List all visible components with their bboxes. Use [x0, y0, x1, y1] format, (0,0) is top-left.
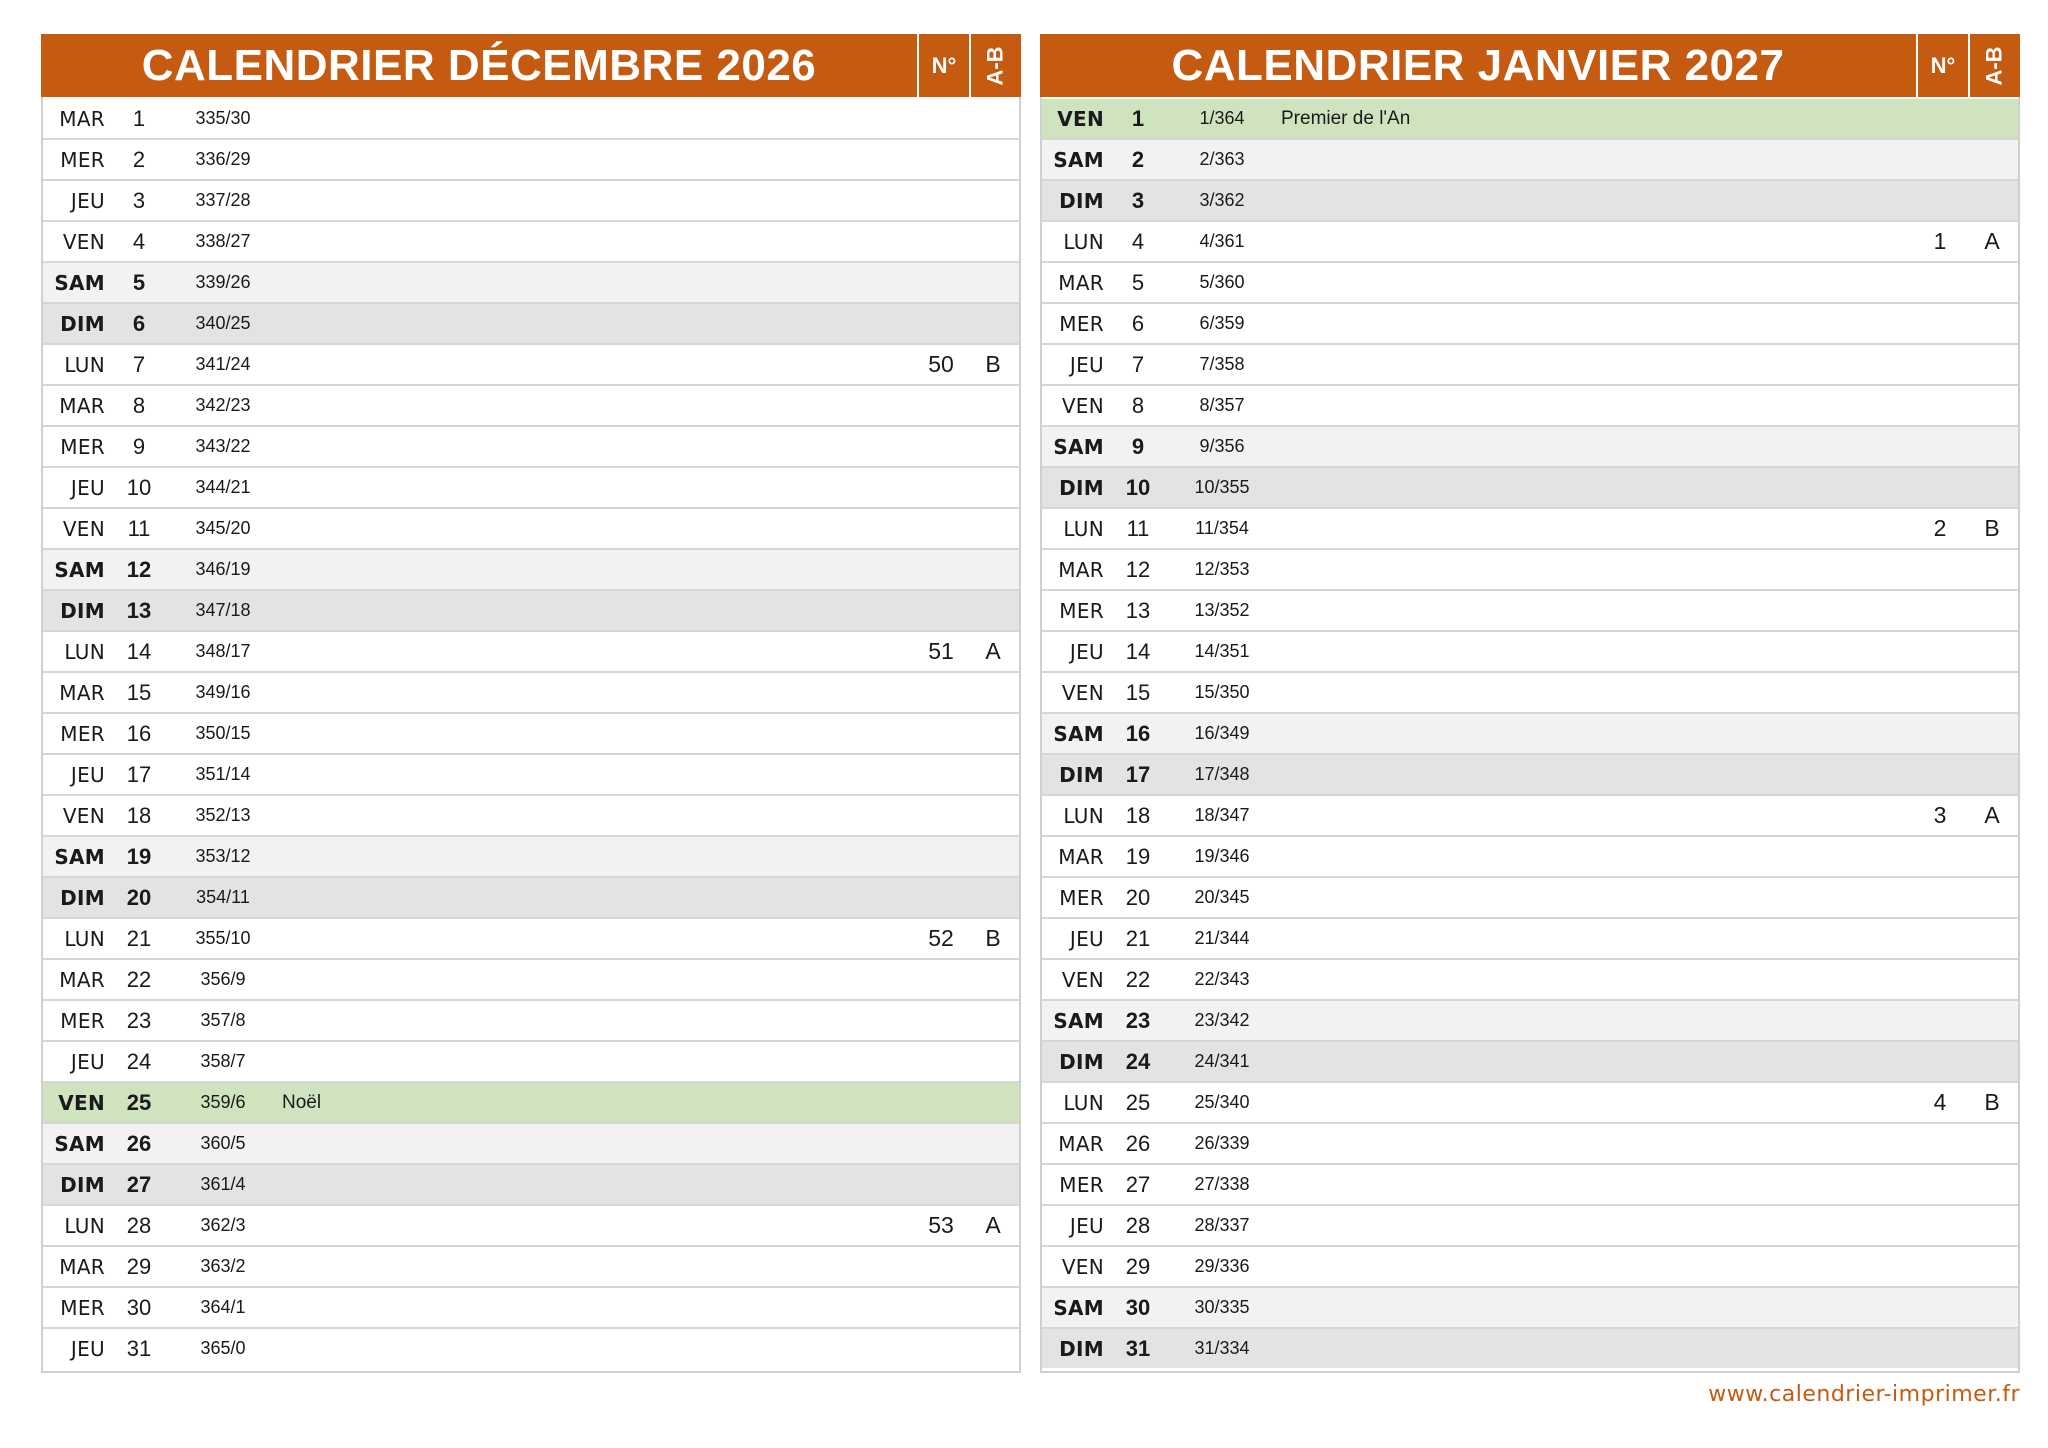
day-row — [43, 99, 1019, 138]
day-number: 19 — [1125, 843, 1151, 869]
day-row — [1042, 386, 2018, 425]
day-number: 30 — [1125, 1294, 1151, 1320]
calendar-title: CALENDRIER DÉCEMBRE 2026 — [141, 41, 817, 90]
weekday-label: DIM — [60, 885, 105, 910]
day-row — [43, 386, 1019, 425]
day-number: 20 — [126, 884, 152, 910]
day-of-year: 24/341 — [1194, 1051, 1250, 1071]
day-row — [43, 1124, 1019, 1163]
day-row — [43, 755, 1019, 794]
day-of-year: 10/355 — [1194, 477, 1250, 497]
day-of-year: 25/340 — [1194, 1092, 1250, 1112]
day-row — [43, 960, 1019, 999]
ab-week-header-label: A-B — [982, 45, 1008, 86]
day-of-year: 16/349 — [1194, 723, 1250, 743]
day-of-year: 11/354 — [1195, 518, 1249, 538]
weekday-label: MER — [60, 434, 105, 459]
week-number-header: N° — [1916, 34, 1968, 97]
weekday-label: JEU — [1069, 926, 1104, 951]
weekday-label: SAM — [54, 1131, 105, 1156]
weekday-label: SAM — [1053, 1295, 1104, 1320]
weekday-label: LUN — [1063, 516, 1104, 541]
day-row — [1042, 1247, 2018, 1286]
day-of-year: 26/339 — [1194, 1133, 1250, 1153]
day-of-year: 341/24 — [195, 354, 251, 374]
day-number: 21 — [1125, 925, 1151, 951]
day-number: 29 — [126, 1253, 152, 1279]
day-number: 7 — [1131, 351, 1145, 377]
day-rows — [43, 99, 1019, 1368]
day-of-year: 364/1 — [200, 1297, 246, 1317]
ab-week: A — [1984, 802, 2000, 828]
weekday-label: LUN — [1063, 803, 1104, 828]
day-row — [43, 1042, 1019, 1081]
day-row — [43, 591, 1019, 630]
day-of-year: 350/15 — [195, 723, 251, 743]
day-of-year: 7/358 — [1199, 354, 1245, 374]
week-number-header: N° — [917, 34, 969, 97]
day-row — [43, 714, 1019, 753]
calendar-header — [41, 34, 1021, 97]
day-number: 14 — [1125, 638, 1151, 664]
day-row — [1042, 837, 2018, 876]
weekday-label: MAR — [1058, 557, 1104, 582]
day-row — [43, 263, 1019, 302]
day-row — [43, 919, 1019, 958]
day-number: 30 — [126, 1294, 152, 1320]
day-row — [1042, 345, 2018, 384]
day-number: 11 — [127, 515, 151, 541]
week-number: 1 — [1933, 228, 1947, 254]
day-number: 23 — [126, 1007, 152, 1033]
day-row — [43, 181, 1019, 220]
weekday-label: VEN — [62, 516, 105, 541]
day-number: 5 — [132, 269, 146, 295]
day-row — [43, 345, 1019, 384]
ab-week-header — [1968, 34, 2020, 97]
day-of-year: 342/23 — [195, 395, 251, 415]
day-number: 27 — [126, 1171, 152, 1197]
day-number: 7 — [132, 351, 146, 377]
day-of-year: 17/348 — [1194, 764, 1250, 784]
day-row — [1042, 1165, 2018, 1204]
weekday-label: JEU — [70, 1049, 105, 1074]
day-of-year: 351/14 — [195, 764, 251, 784]
day-of-year: 6/359 — [1199, 313, 1245, 333]
day-row — [43, 1083, 1019, 1122]
day-of-year: 9/356 — [1199, 436, 1245, 456]
day-number: 19 — [126, 843, 152, 869]
week-number: 3 — [1933, 802, 1947, 828]
day-row — [43, 140, 1019, 179]
day-of-year: 362/3 — [200, 1215, 246, 1235]
day-of-year: 359/6 — [200, 1092, 246, 1112]
day-row — [1042, 181, 2018, 220]
day-row — [1042, 673, 2018, 712]
calendar-header — [1040, 34, 2020, 97]
day-row — [1042, 427, 2018, 466]
ab-week: B — [1984, 515, 2000, 541]
day-row — [1042, 1206, 2018, 1245]
weekday-label: JEU — [1069, 639, 1104, 664]
day-of-year: 357/8 — [200, 1010, 246, 1030]
weekday-label: SAM — [1053, 434, 1104, 459]
day-of-year: 349/16 — [195, 682, 251, 702]
day-row — [43, 796, 1019, 835]
day-number: 16 — [126, 720, 152, 746]
day-row — [43, 1165, 1019, 1204]
day-number: 25 — [1125, 1089, 1151, 1115]
day-row — [43, 878, 1019, 917]
weekday-label: VEN — [1061, 1254, 1104, 1279]
weekday-label: JEU — [1069, 352, 1104, 377]
weekday-label: MAR — [59, 1254, 105, 1279]
day-of-year: 8/357 — [1199, 395, 1245, 415]
day-number: 6 — [1131, 310, 1145, 336]
day-row — [1042, 591, 2018, 630]
weekday-label: VEN — [1061, 967, 1104, 992]
weekday-label: JEU — [70, 1336, 105, 1361]
day-row — [43, 550, 1019, 589]
day-of-year: 346/19 — [195, 559, 251, 579]
day-row — [1042, 755, 2018, 794]
week-number: 50 — [928, 351, 954, 377]
day-number: 21 — [126, 925, 152, 951]
weekday-label: SAM — [54, 270, 105, 295]
day-of-year: 4/361 — [1199, 231, 1245, 251]
day-number: 17 — [126, 761, 152, 787]
weekday-label: DIM — [1059, 475, 1104, 500]
weekday-label: LUN — [64, 926, 105, 951]
week-number: 2 — [1933, 515, 1947, 541]
ab-week: A — [985, 1212, 1001, 1238]
day-of-year: 2/363 — [1199, 149, 1245, 169]
weekday-label: MER — [1059, 598, 1104, 623]
day-number: 18 — [126, 802, 152, 828]
day-of-year: 353/12 — [195, 846, 251, 866]
day-number: 26 — [126, 1130, 152, 1156]
day-row — [1042, 1288, 2018, 1327]
day-number: 3 — [1131, 187, 1145, 213]
day-row — [1042, 468, 2018, 507]
day-row — [43, 222, 1019, 261]
calendar-january-2027 — [1040, 34, 2020, 1373]
day-number: 10 — [1125, 474, 1151, 500]
day-number: 17 — [1125, 761, 1151, 787]
day-number: 12 — [1125, 556, 1151, 582]
day-row — [1042, 1001, 2018, 1040]
day-number: 13 — [126, 597, 152, 623]
day-of-year: 335/30 — [195, 108, 251, 128]
day-row — [43, 427, 1019, 466]
day-row — [43, 468, 1019, 507]
day-of-year: 358/7 — [200, 1051, 246, 1071]
day-of-year: 5/360 — [1199, 272, 1245, 292]
day-of-year: 338/27 — [195, 231, 251, 251]
weekday-label: MAR — [59, 680, 105, 705]
day-number: 12 — [126, 556, 152, 582]
day-of-year: 12/353 — [1194, 559, 1250, 579]
ab-week-header-label: A-B — [1981, 45, 2007, 86]
week-number: 51 — [928, 638, 954, 664]
day-of-year: 31/334 — [1194, 1338, 1250, 1358]
day-rows — [1042, 99, 2018, 1368]
website-link[interactable]: www.calendrier-imprimer.fr — [1708, 1382, 2020, 1407]
day-number: 10 — [126, 474, 152, 500]
day-number: 2 — [1131, 146, 1145, 172]
weekday-label: LUN — [1063, 1090, 1104, 1115]
weekday-label: DIM — [60, 598, 105, 623]
day-row — [43, 837, 1019, 876]
day-row — [43, 1247, 1019, 1286]
weekday-label: MER — [1059, 311, 1104, 336]
event-label: Premier de l'An — [1281, 107, 1411, 129]
day-row — [1042, 878, 2018, 917]
day-row — [1042, 632, 2018, 671]
ab-week: B — [985, 351, 1001, 377]
weekday-label: MAR — [59, 106, 105, 131]
day-of-year: 365/0 — [200, 1338, 246, 1358]
day-number: 28 — [1125, 1212, 1151, 1238]
weekday-label: SAM — [1053, 721, 1104, 746]
ab-week: B — [985, 925, 1001, 951]
day-row — [1042, 1124, 2018, 1163]
weekday-label: SAM — [1053, 147, 1104, 172]
day-of-year: 363/2 — [200, 1256, 246, 1276]
day-number: 4 — [1131, 228, 1145, 254]
weekday-label: MER — [60, 147, 105, 172]
event-label: Noël — [282, 1091, 322, 1113]
day-row — [43, 1001, 1019, 1040]
day-number: 25 — [126, 1089, 152, 1115]
day-row — [1042, 1329, 2018, 1368]
day-row — [43, 1288, 1019, 1327]
day-number: 2 — [132, 146, 146, 172]
day-row — [1042, 140, 2018, 179]
day-number: 31 — [1125, 1335, 1151, 1361]
day-of-year: 29/336 — [1194, 1256, 1250, 1276]
day-number: 14 — [126, 638, 152, 664]
day-number: 1 — [132, 105, 146, 131]
ab-week: A — [1984, 228, 2000, 254]
weekday-label: VEN — [1057, 106, 1104, 131]
day-number: 8 — [1131, 392, 1145, 418]
day-number: 22 — [126, 966, 152, 992]
weekday-label: VEN — [1061, 393, 1104, 418]
day-of-year: 18/347 — [1194, 805, 1250, 825]
weekday-label: SAM — [1053, 1008, 1104, 1033]
calendar-title: CALENDRIER JANVIER 2027 — [1171, 41, 1785, 90]
weekday-label: DIM — [1059, 762, 1104, 787]
day-of-year: 344/21 — [195, 477, 251, 497]
day-of-year: 27/338 — [1194, 1174, 1250, 1194]
day-number: 15 — [126, 679, 152, 705]
weekday-label: MER — [60, 1295, 105, 1320]
weekday-label: DIM — [60, 1172, 105, 1197]
weekday-label: MAR — [1058, 270, 1104, 295]
day-number: 28 — [126, 1212, 152, 1238]
day-of-year: 30/335 — [1194, 1297, 1250, 1317]
day-of-year: 348/17 — [195, 641, 251, 661]
weekday-label: MER — [60, 721, 105, 746]
day-of-year: 355/10 — [195, 928, 251, 948]
day-number: 16 — [1125, 720, 1151, 746]
day-of-year: 14/351 — [1194, 641, 1250, 661]
day-row — [1042, 1083, 2018, 1122]
weekday-label: DIM — [1059, 188, 1104, 213]
day-row — [43, 673, 1019, 712]
weekday-label: MER — [60, 1008, 105, 1033]
week-number: 4 — [1933, 1089, 1947, 1115]
ab-week-header — [969, 34, 1021, 97]
day-number: 9 — [1131, 433, 1145, 459]
day-row — [1042, 714, 2018, 753]
day-row — [1042, 796, 2018, 835]
weekday-label: MAR — [1058, 844, 1104, 869]
weekday-label: VEN — [1061, 680, 1104, 705]
day-row — [43, 632, 1019, 671]
day-row — [1042, 99, 2018, 138]
weekday-label: DIM — [1059, 1049, 1104, 1074]
day-number: 29 — [1125, 1253, 1151, 1279]
weekday-label: LUN — [1063, 229, 1104, 254]
day-number: 3 — [132, 187, 146, 213]
day-of-year: 356/9 — [200, 969, 246, 989]
day-row — [1042, 304, 2018, 343]
day-of-year: 336/29 — [195, 149, 251, 169]
day-of-year: 360/5 — [200, 1133, 246, 1153]
day-number: 15 — [1125, 679, 1151, 705]
day-of-year: 354/11 — [196, 887, 250, 907]
weekday-label: LUN — [64, 352, 105, 377]
day-number: 9 — [132, 433, 146, 459]
weekday-label: SAM — [54, 844, 105, 869]
day-number: 26 — [1125, 1130, 1151, 1156]
weekday-label: JEU — [70, 475, 105, 500]
week-number: 52 — [928, 925, 954, 951]
day-of-year: 13/352 — [1194, 600, 1250, 620]
day-number: 11 — [1126, 515, 1150, 541]
weekday-label: LUN — [64, 1213, 105, 1238]
day-number: 23 — [1125, 1007, 1151, 1033]
day-number: 18 — [1125, 802, 1151, 828]
day-number: 13 — [1125, 597, 1151, 623]
day-row — [43, 304, 1019, 343]
day-number: 4 — [132, 228, 146, 254]
day-number: 22 — [1125, 966, 1151, 992]
day-row — [1042, 919, 2018, 958]
weekday-label: JEU — [70, 188, 105, 213]
day-of-year: 1/364 — [1199, 108, 1245, 128]
day-of-year: 339/26 — [195, 272, 251, 292]
weekday-label: DIM — [60, 311, 105, 336]
weekday-label: DIM — [1059, 1336, 1104, 1361]
day-row — [1042, 550, 2018, 589]
day-number: 8 — [132, 392, 146, 418]
weekday-label: VEN — [58, 1090, 105, 1115]
day-of-year: 340/25 — [195, 313, 251, 333]
day-of-year: 343/22 — [195, 436, 251, 456]
day-row — [1042, 960, 2018, 999]
day-row — [43, 1206, 1019, 1245]
day-number: 1 — [1131, 105, 1145, 131]
day-of-year: 347/18 — [195, 600, 251, 620]
weekday-label: MAR — [1058, 1131, 1104, 1156]
weekday-label: MAR — [59, 967, 105, 992]
weekday-label: MER — [1059, 1172, 1104, 1197]
day-of-year: 361/4 — [200, 1174, 246, 1194]
day-number: 20 — [1125, 884, 1151, 910]
day-of-year: 337/28 — [195, 190, 251, 210]
day-of-year: 22/343 — [1194, 969, 1250, 989]
day-of-year: 28/337 — [1194, 1215, 1250, 1235]
day-of-year: 345/20 — [195, 518, 251, 538]
day-row — [43, 1329, 1019, 1368]
day-number: 27 — [1125, 1171, 1151, 1197]
day-row — [1042, 1042, 2018, 1081]
weekday-label: JEU — [70, 762, 105, 787]
weekday-label: MER — [1059, 885, 1104, 910]
day-of-year: 3/362 — [1199, 190, 1245, 210]
day-number: 6 — [132, 310, 146, 336]
day-row — [1042, 222, 2018, 261]
weekday-label: SAM — [54, 557, 105, 582]
day-row — [1042, 509, 2018, 548]
weekday-label: VEN — [62, 803, 105, 828]
weekday-label: MAR — [59, 393, 105, 418]
day-of-year: 20/345 — [1194, 887, 1250, 907]
day-number: 24 — [1125, 1048, 1151, 1074]
weekday-label: LUN — [64, 639, 105, 664]
day-number: 31 — [126, 1335, 152, 1361]
day-number: 24 — [126, 1048, 152, 1074]
week-number: 53 — [928, 1212, 954, 1238]
day-of-year: 352/13 — [195, 805, 251, 825]
calendar-december-2026 — [41, 34, 1021, 1373]
day-of-year: 15/350 — [1194, 682, 1250, 702]
day-of-year: 21/344 — [1194, 928, 1250, 948]
day-row — [1042, 263, 2018, 302]
day-of-year: 19/346 — [1194, 846, 1250, 866]
ab-week: B — [1984, 1089, 2000, 1115]
weekday-label: JEU — [1069, 1213, 1104, 1238]
ab-week: A — [985, 638, 1001, 664]
day-row — [43, 509, 1019, 548]
day-number: 5 — [1131, 269, 1145, 295]
weekday-label: VEN — [62, 229, 105, 254]
day-of-year: 23/342 — [1194, 1010, 1250, 1030]
